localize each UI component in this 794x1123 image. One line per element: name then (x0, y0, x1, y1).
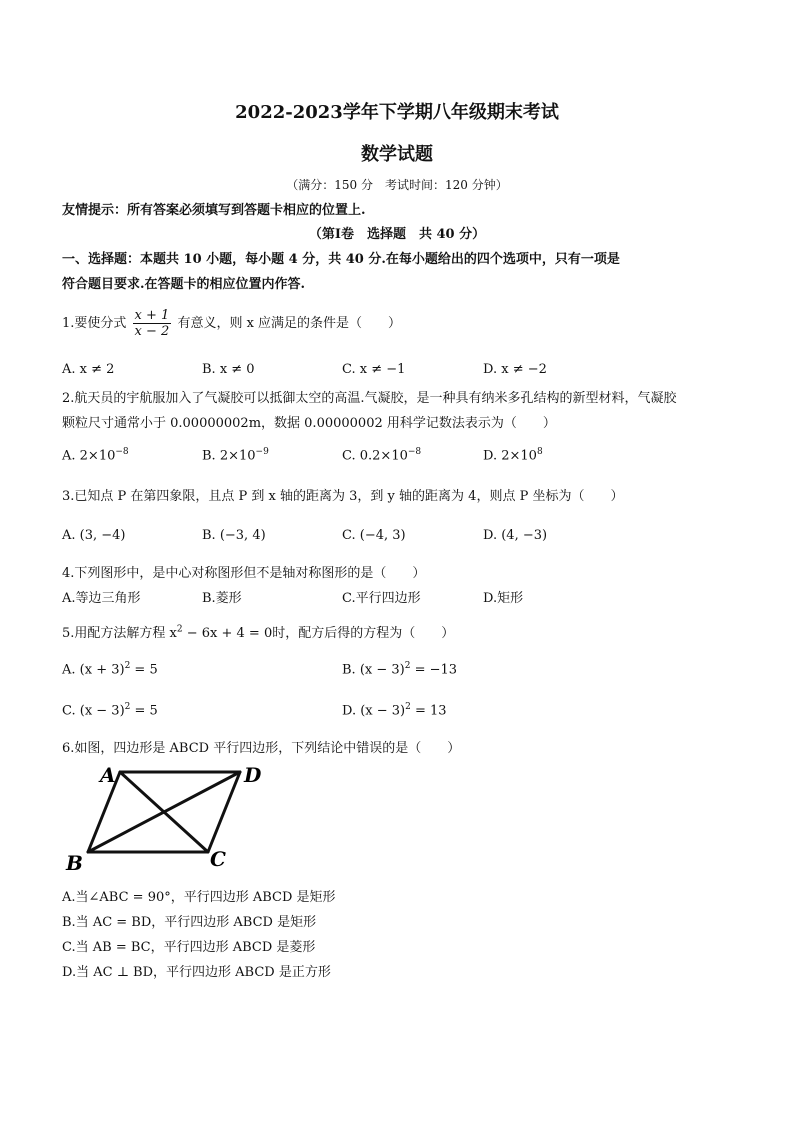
q5-suffix: − 6x + 4 = 0时，配方后得的方程为（ ） (182, 626, 455, 641)
q5-option-b (342, 661, 457, 677)
q4-option-c: C.平行四边形 (342, 591, 421, 606)
q6-option-b: B.当 AC = BD，平行四边形 ABCD 是矩形 (62, 915, 317, 930)
q1-option-c: C. x ≠ −1 (342, 362, 406, 377)
section-instructions-line1: 一、选择题：本题共 10 小题，每小题 4 分，共 40 分.在每小题给出的四个选项中，只有一项是 (62, 252, 620, 267)
q5-option-d-exp: 2 (405, 702, 411, 712)
q5-option-b-tail: = −13 (410, 662, 458, 678)
question-1 (62, 308, 401, 339)
q6-option-a: A.当∠ABC = 90°，平行四边形 ABCD 是矩形 (62, 890, 336, 905)
q2-option-c-base: C. 0.2×10 (342, 448, 408, 464)
q1-option-d: D. x ≠ −2 (483, 362, 547, 377)
q5-option-c-exp: 2 (124, 702, 131, 712)
vertex-label-b: B (66, 851, 83, 875)
q3-option-a: A. (3, −4) (62, 528, 126, 543)
q4-option-d: D.矩形 (483, 591, 524, 606)
q5-option-c (62, 702, 158, 718)
q5-option-c-tail: = 5 (130, 703, 158, 719)
q2-option-a-base: A. 2×10 (62, 448, 116, 464)
q2-option-b-base: B. 2×10 (202, 448, 256, 464)
q1-numerator: x + 1 (134, 308, 170, 323)
question-4: 4.下列图形中，是中心对称图形但不是轴对称图形的是（ ） (62, 566, 426, 581)
part-heading: （第Ⅰ卷 选择题 共 40 分） (308, 227, 486, 242)
q5-option-a (62, 661, 158, 677)
exam-info: （满分：150 分 考试时间：120 分钟） (286, 178, 508, 192)
q3-option-d: D. (4, −3) (483, 528, 548, 543)
q5-exp: 2 (176, 624, 183, 635)
q3-option-c: C. (−4, 3) (342, 528, 406, 543)
q5-option-c-base: C. (x − 3) (62, 703, 125, 719)
exam-title: 2022-2023学年下学期八年级期末考试 (235, 102, 559, 123)
q2-option-d-base: D. 2×10 (483, 448, 537, 464)
q2-option-b (202, 447, 269, 463)
q6-option-c: C.当 AB = BC，平行四边形 ABCD 是菱形 (62, 940, 316, 955)
q6-option-d: D.当 AC ⊥ BD，平行四边形 ABCD 是正方形 (62, 965, 331, 980)
q2-option-d (483, 447, 543, 463)
q2-option-a-exp: −8 (115, 447, 129, 457)
q5-option-b-base: B. (x − 3) (342, 662, 405, 678)
q1-suffix: 有意义，则 x 应满足的条件是（ ） (177, 316, 402, 331)
q5-option-a-exp: 2 (124, 661, 131, 671)
section-instructions-line2: 符合题目要求.在答题卡的相应位置内作答. (62, 277, 306, 292)
q5-option-d-base: D. (x − 3) (342, 703, 406, 719)
q1-option-b: B. x ≠ 0 (202, 362, 255, 377)
q5-option-d (342, 702, 447, 718)
q2-line1: 2.航天员的宇航服加入了气凝胶可以抵御太空的高温.气凝胶，是一种具有纳米多孔结构的新型材料，气凝胶 (62, 391, 677, 406)
q5-option-a-tail: = 5 (130, 662, 158, 678)
q4-option-b: B.菱形 (202, 591, 242, 606)
q5-prefix: 5.用配方法解方程 x (62, 626, 177, 641)
vertex-label-a: A (100, 763, 116, 787)
q2-option-c (342, 447, 421, 463)
q2-line2: 颗粒尺寸通常小于 0.00000002m，数据 0.00000002 用科学记数法表示为（ ） (62, 416, 556, 431)
q1-denominator: x − 2 (134, 324, 170, 339)
tip-text: 友情提示：所有答案必须填写到答题卡相应的位置上. (62, 203, 366, 218)
q2-option-c-exp: −8 (407, 447, 422, 457)
q1-option-a: A. x ≠ 2 (62, 362, 115, 377)
q2-option-d-exp: 8 (536, 447, 543, 457)
q1-prefix: 1.要使分式 (62, 316, 127, 331)
q2-option-a (62, 447, 129, 463)
q1-fraction (133, 308, 172, 339)
q5-option-b-exp: 2 (404, 661, 411, 671)
question-5 (62, 622, 454, 641)
q5-option-a-base: A. (x + 3) (62, 662, 125, 678)
vertex-label-c: C (210, 847, 226, 871)
question-6: 6.如图，四边形是 ABCD 平行四边形，下列结论中错误的是（ ） (62, 741, 461, 756)
parallelogram-figure (60, 760, 280, 880)
question-3: 3.已知点 P 在第四象限，且点 P 到 x 轴的距离为 3，到 y 轴的距离为 4，则点 P 坐标为（ ） (62, 489, 624, 504)
q3-option-b: B. (−3, 4) (202, 528, 266, 543)
vertex-label-d: D (244, 763, 262, 787)
q4-option-a: A.等边三角形 (62, 591, 141, 606)
exam-subtitle: 数学试题 (361, 144, 433, 165)
q2-option-b-exp: −9 (255, 447, 269, 457)
q5-option-d-tail: = 13 (410, 703, 447, 719)
